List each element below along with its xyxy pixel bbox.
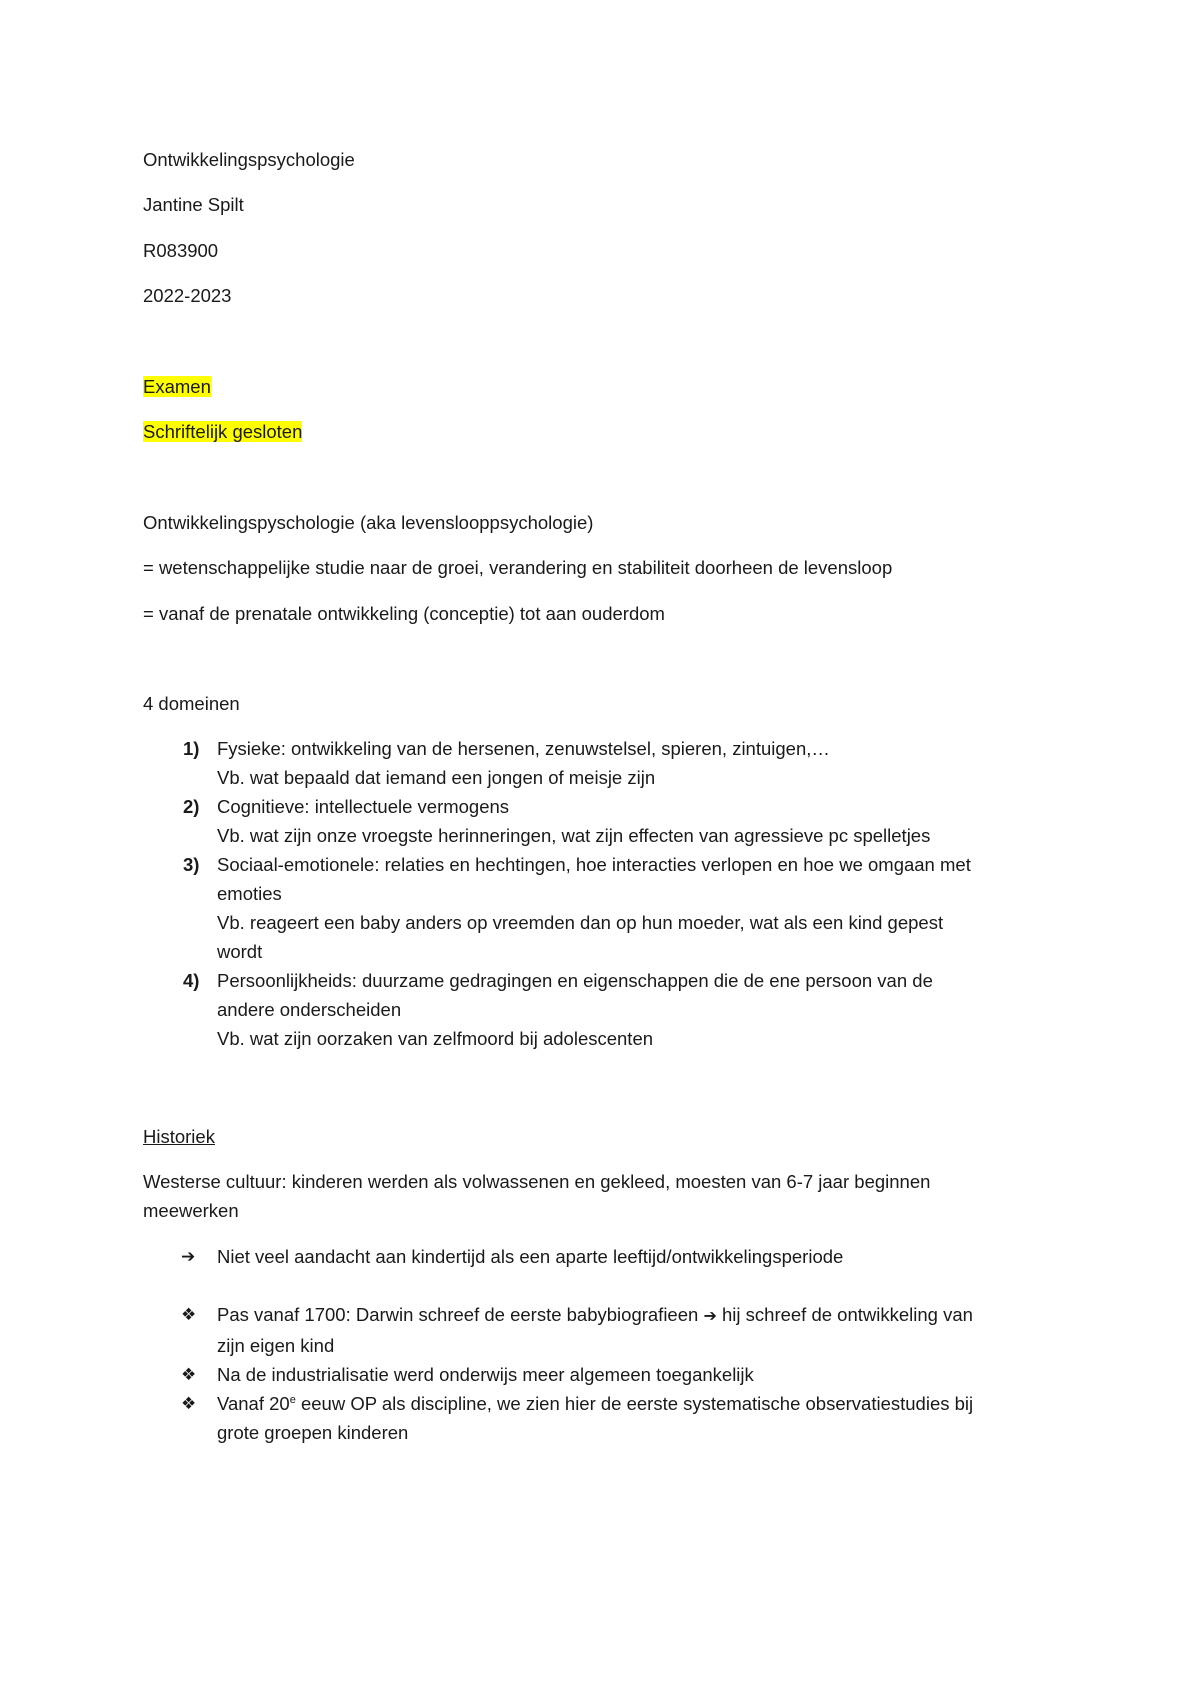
list-item bbox=[143, 1242, 1083, 1271]
item-text: Vanaf 20 bbox=[217, 1393, 290, 1414]
list-item bbox=[143, 1389, 1083, 1447]
arrow-list bbox=[143, 1242, 1083, 1271]
item-line: Vb. wat zijn oorzaken van zelfmoord bij adolescenten bbox=[217, 1028, 654, 1049]
academic-year: 2022-2023 bbox=[143, 285, 232, 306]
definition-line-2: = vanaf de prenatale ontwikkeling (conceptie) tot aan ouderdom bbox=[143, 603, 665, 624]
item-number: 2) bbox=[183, 796, 200, 817]
item-text: Niet veel aandacht aan kindertijd als een aparte leeftijd/ontwikkelingsperiode bbox=[217, 1246, 844, 1267]
item-text: zijn eigen kind bbox=[217, 1335, 335, 1356]
course-code: R083900 bbox=[143, 240, 219, 261]
item-line: Cognitieve: intellectuele vermogens bbox=[217, 796, 510, 817]
list-item bbox=[143, 1360, 1083, 1389]
item-number: 1) bbox=[183, 738, 200, 759]
item-line: Vb. wat bepaald dat iemand een jongen of meisje zijn bbox=[217, 767, 656, 788]
item-text: hij schreef de ontwikkeling van bbox=[722, 1304, 973, 1325]
diamond-bullet-icon: ❖ bbox=[181, 1365, 197, 1384]
historiek-intro-line-1: Westerse cultuur: kinderen werden als volwassenen en gekleed, moesten van 6-7 jaar beginnen bbox=[143, 1171, 931, 1192]
item-line: Vb. reageert een baby anders op vreemden dan op hun moeder, wat als een kind gepest bbox=[217, 912, 944, 933]
definition-title: Ontwikkelingspyschologie (aka levenslooppsychologie) bbox=[143, 512, 594, 533]
diamond-bullet-icon: ❖ bbox=[181, 1305, 197, 1324]
item-line: andere onderscheiden bbox=[217, 999, 402, 1020]
arrow-right-icon: ➔ bbox=[703, 1308, 717, 1325]
item-text: Na de industrialisatie werd onderwijs meer algemeen toegankelijk bbox=[217, 1364, 754, 1385]
item-number: 3) bbox=[183, 854, 200, 875]
list-item bbox=[143, 850, 1083, 966]
list-item bbox=[143, 792, 1083, 850]
list-item bbox=[143, 966, 1083, 1053]
list-item bbox=[143, 734, 1083, 792]
definition-line-1: = wetenschappelijke studie naar de groei, verandering en stabiliteit doorheen de levensloop bbox=[143, 557, 893, 578]
list-item bbox=[143, 1300, 1083, 1360]
item-text: eeuw OP als discipline, we zien hier de eerste systematische observatiestudies bij bbox=[295, 1393, 974, 1414]
historiek-title: Historiek bbox=[143, 1126, 215, 1147]
item-number: 4) bbox=[183, 970, 200, 991]
exam-type bbox=[143, 417, 302, 446]
diamond-bullet-list bbox=[143, 1300, 1083, 1447]
item-text: grote groepen kinderen bbox=[217, 1422, 409, 1443]
domains-list bbox=[143, 734, 1083, 1053]
diamond-bullet-icon: ❖ bbox=[181, 1394, 197, 1413]
arrow-right-icon: ➔ bbox=[181, 1247, 196, 1266]
course-title: Ontwikkelingspsychologie bbox=[143, 149, 355, 170]
item-line: Persoonlijkheids: duurzame gedragingen en eigenschappen die de ene persoon van de bbox=[217, 970, 933, 991]
teacher-name: Jantine Spilt bbox=[143, 194, 244, 215]
item-line: emoties bbox=[217, 883, 282, 904]
superscript: e bbox=[289, 1393, 296, 1406]
item-text: Pas vanaf 1700: Darwin schreef de eerste babybiografieen bbox=[217, 1304, 699, 1325]
historiek-intro-line-2: meewerken bbox=[143, 1200, 239, 1221]
item-line: Sociaal-emotionele: relaties en hechtingen, hoe interacties verlopen en hoe we omgaan met bbox=[217, 854, 971, 875]
item-line: Fysieke: ontwikkeling van de hersenen, zenuwstelsel, spieren, zintuigen,… bbox=[217, 738, 830, 759]
exam-type-highlight: Schriftelijk gesloten bbox=[143, 421, 303, 442]
item-line: wordt bbox=[217, 941, 263, 962]
exam-label bbox=[143, 372, 211, 401]
item-line: Vb. wat zijn onze vroegste herinneringen, wat zijn effecten van agressieve pc spelletjes bbox=[217, 825, 931, 846]
exam-label-highlight: Examen bbox=[143, 376, 211, 397]
domains-title: 4 domeinen bbox=[143, 693, 240, 714]
